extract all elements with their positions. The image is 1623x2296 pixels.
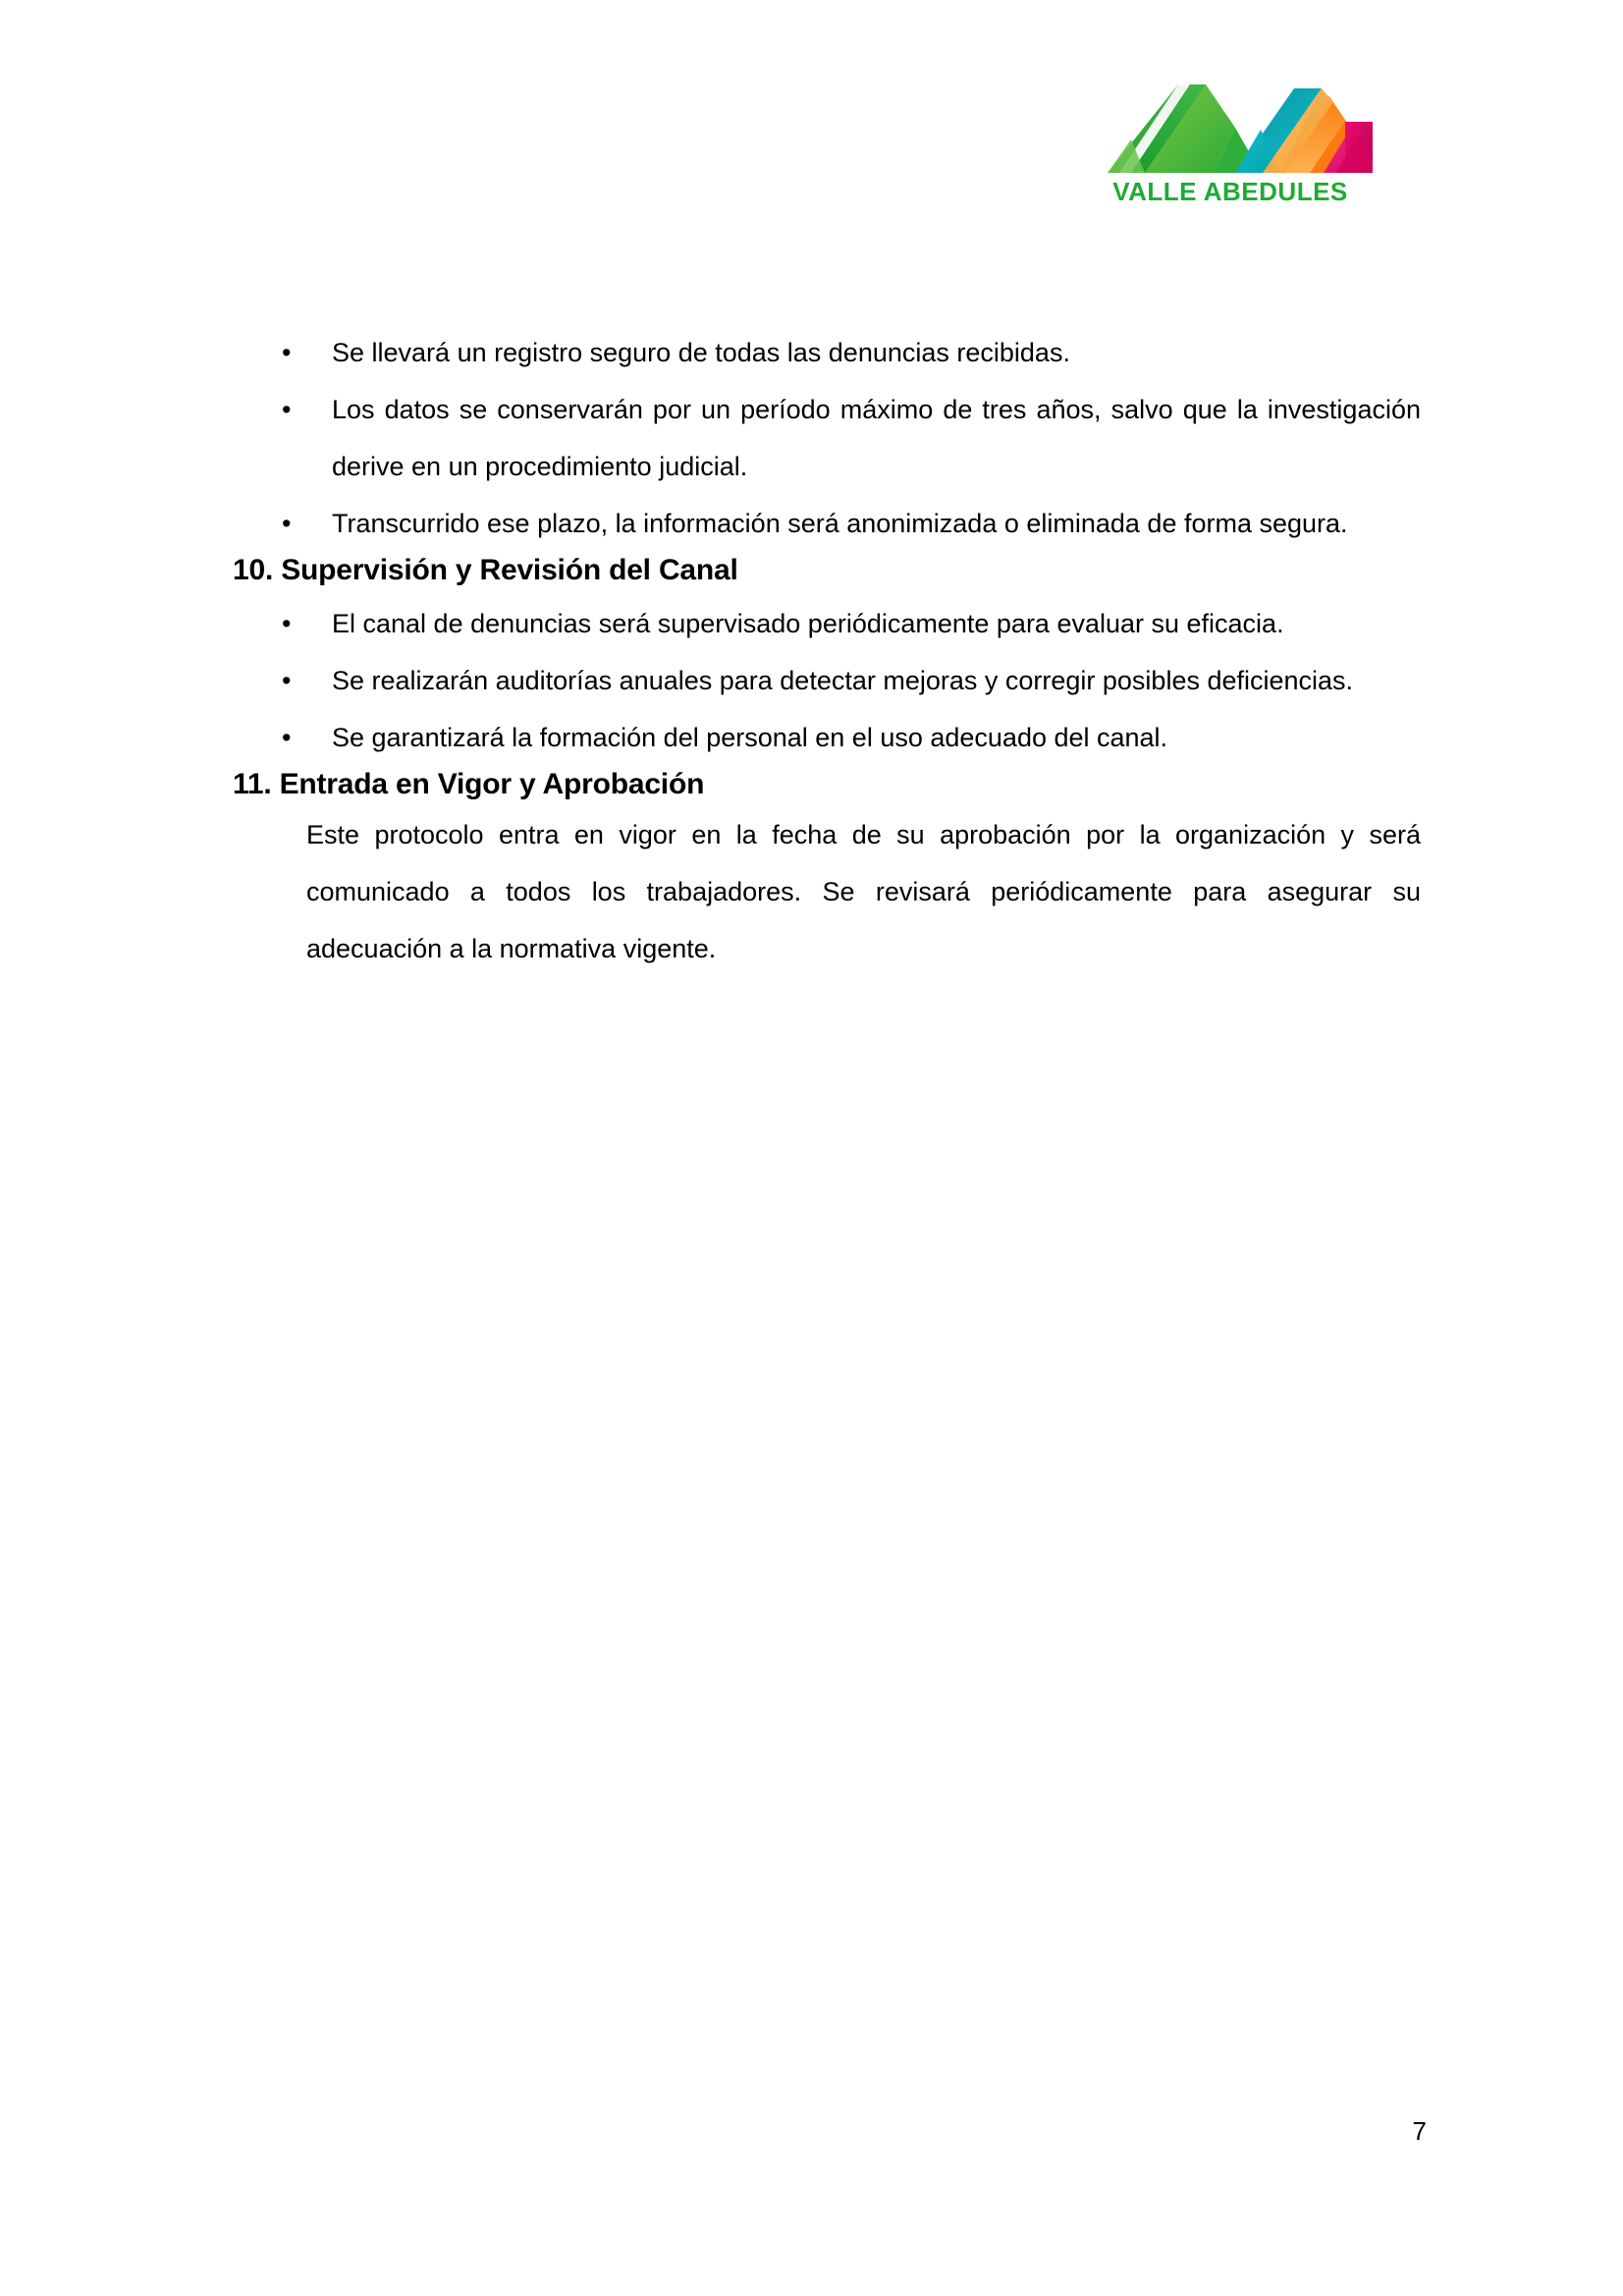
list-item-text: • Se garantizará la formación del personal en el uso adecuado del canal. xyxy=(332,722,1168,752)
list-item xyxy=(233,652,1421,709)
bullet-list-continued xyxy=(233,324,1421,552)
section-heading-11: 11. Entrada en Vigor y Aprobación xyxy=(233,767,705,800)
logo-wordmark: VALLE ABEDULES xyxy=(1112,177,1348,206)
page-number: 7 xyxy=(1412,2116,1427,2146)
section-11-paragraph: Este protocolo entra en vigor en la fecha de su aprobación por la organización y será comunicado a todos los trabajadores. Se revisará periódicamente para asegurar su adecuación a la normativa vigente. xyxy=(306,820,1421,963)
list-item xyxy=(233,324,1421,381)
logo-mark-icon xyxy=(1088,67,1373,177)
list-item xyxy=(233,381,1421,495)
list-item xyxy=(233,709,1421,766)
list-item xyxy=(233,495,1421,552)
list-item-text: • Se realizarán auditorías anuales para detectar mejoras y corregir posibles deficiencias. xyxy=(332,665,1354,695)
company-logo xyxy=(1088,67,1373,224)
list-item xyxy=(233,595,1421,652)
section-heading-10: 10. Supervisión y Revisión del Canal xyxy=(233,554,738,586)
document-body xyxy=(233,324,1421,977)
list-item-text: • Los datos se conservarán por un período máximo de tres años, salvo que la investigación derive en un procedimiento judicial. xyxy=(332,395,1421,481)
list-item-text: • El canal de denuncias será supervisado periódicamente para evaluar su eficacia. xyxy=(332,608,1284,638)
list-item-text: • Se llevará un registro seguro de todas las denuncias recibidas. xyxy=(332,338,1070,367)
list-item-text: • Transcurrido ese plazo, la información será anonimizada o eliminada de forma segura. xyxy=(332,509,1348,538)
bullet-list-section-10 xyxy=(233,595,1421,766)
